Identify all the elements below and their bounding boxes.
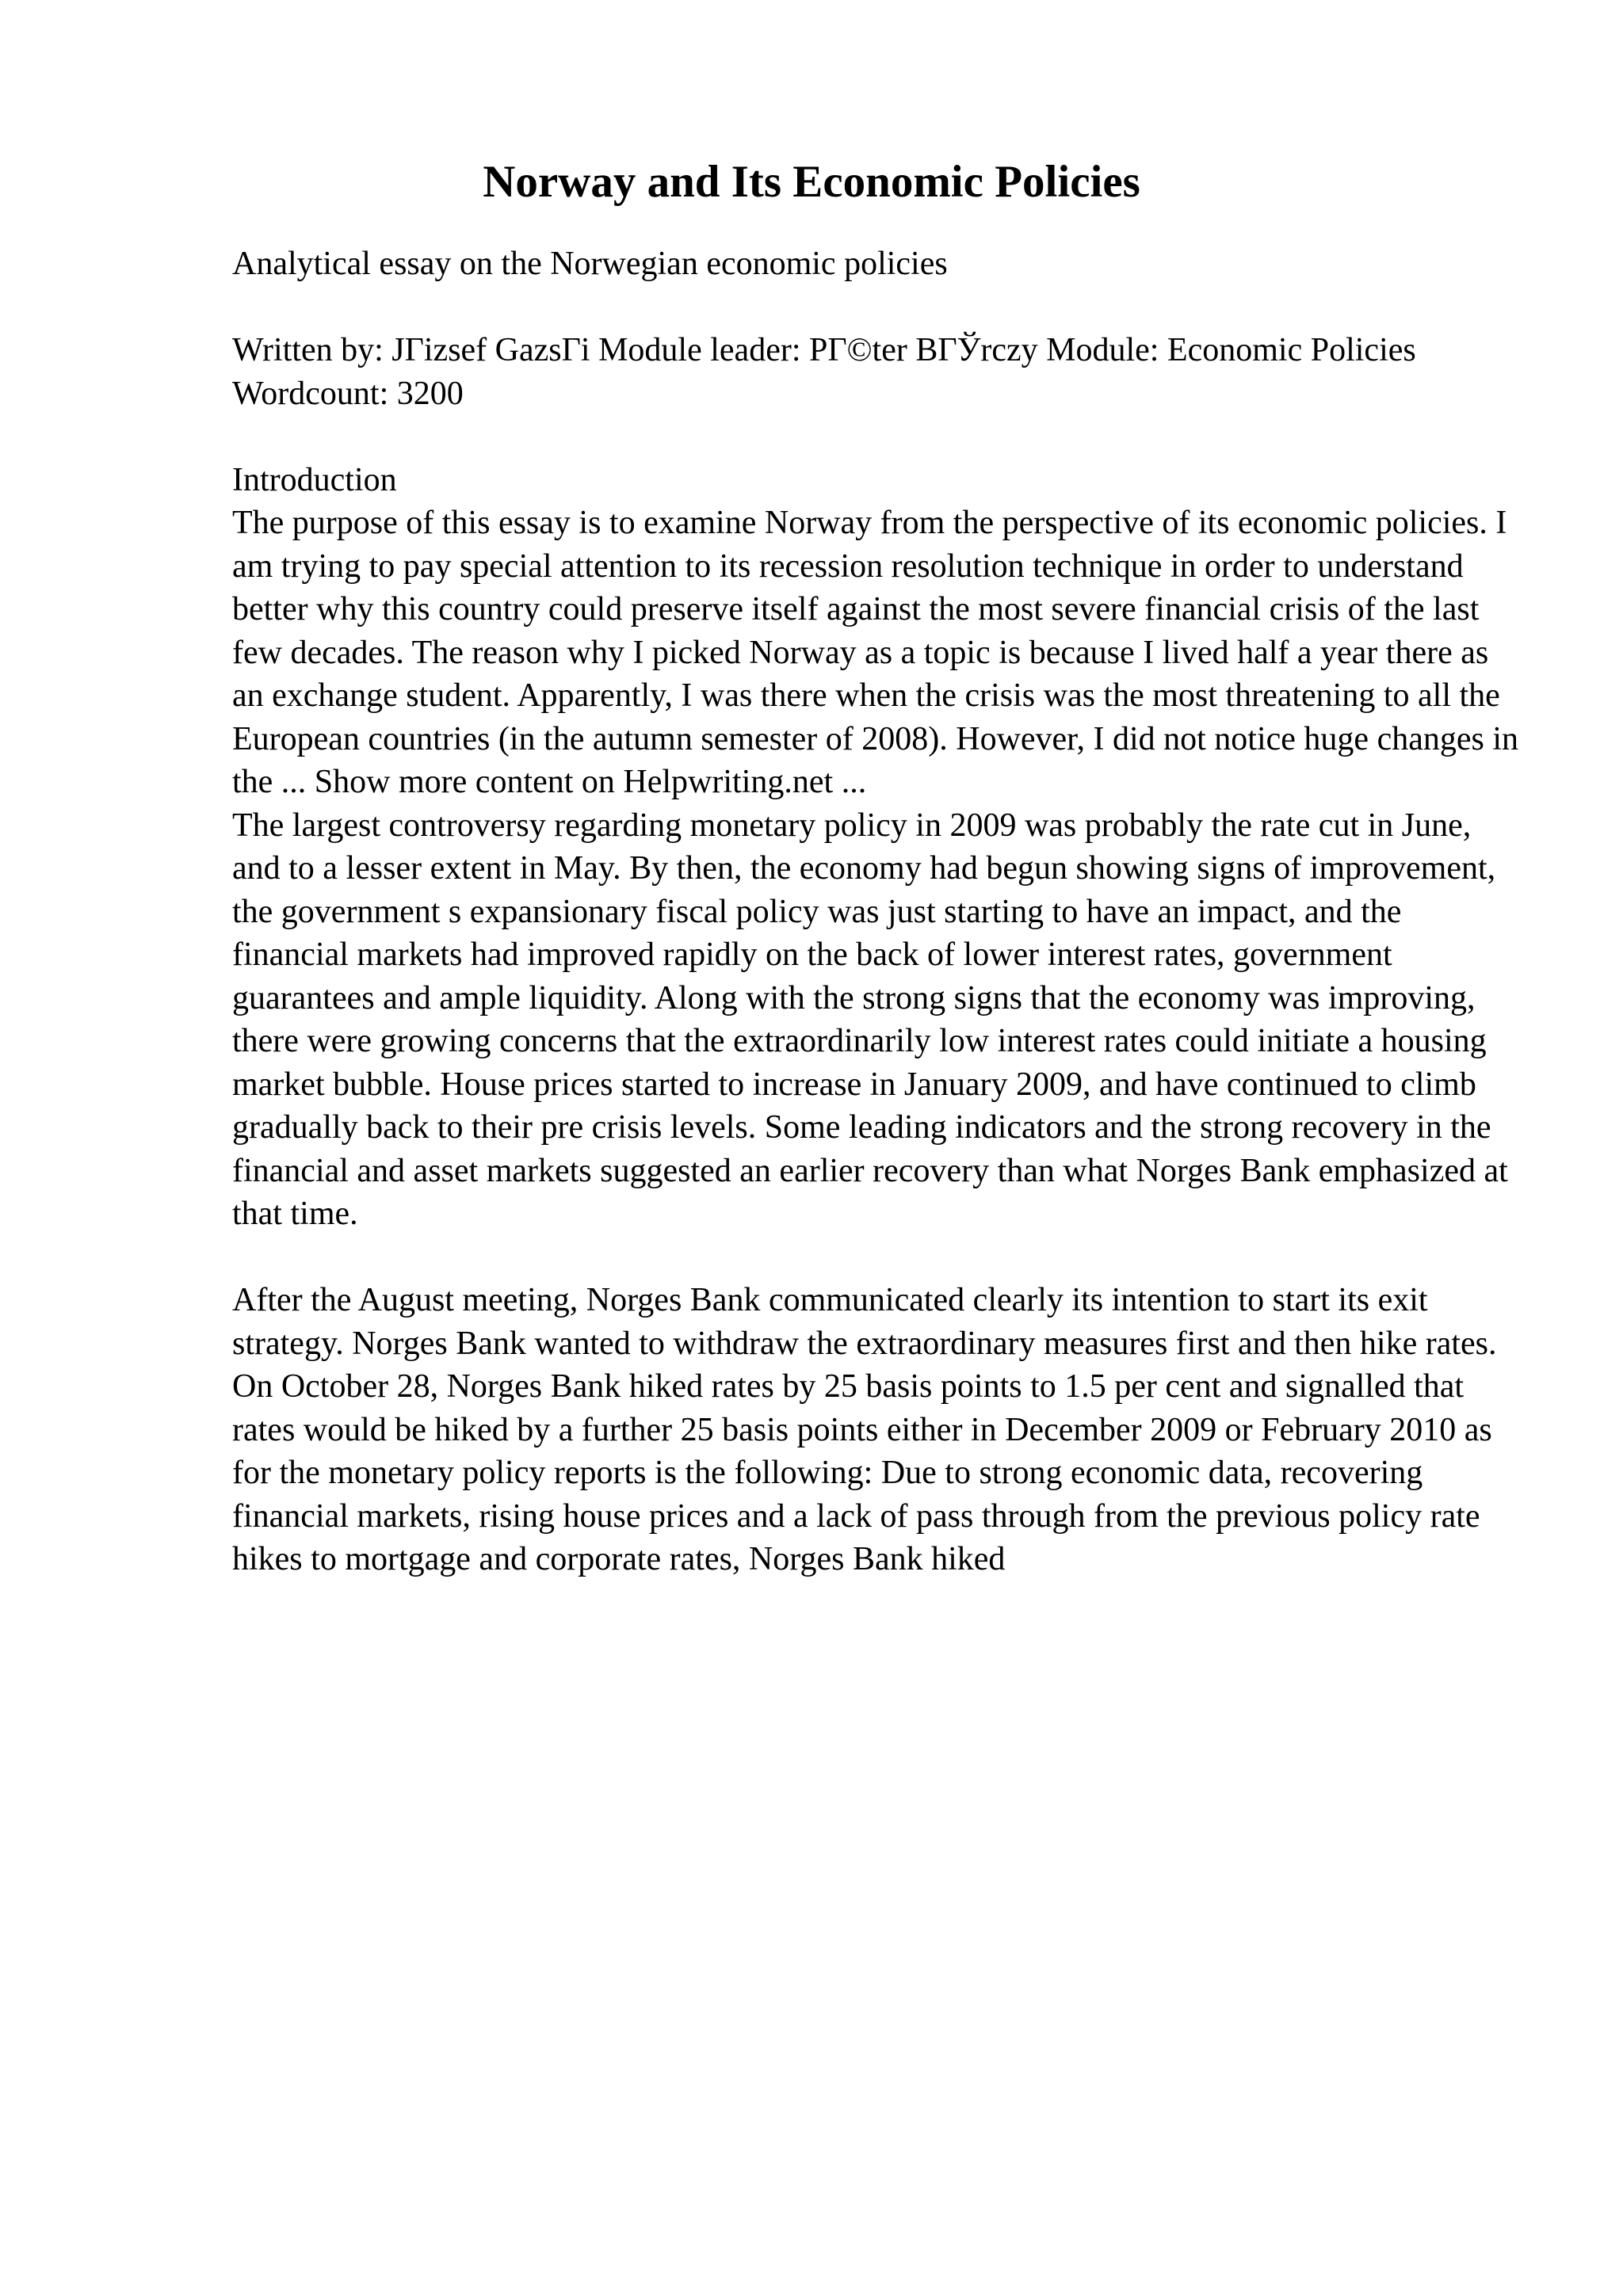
- spacer: [232, 1236, 1520, 1280]
- byline: Written by: JГіzsef GazsГі Module leader: PГ©ter BГЎrczy Module: Economic Policies Wordcount: 3200: [232, 332, 1416, 412]
- paragraph-3: After the August meeting, Norges Bank communicated clearly its intention to start its exit strategy. Norges Bank wanted to withdraw the extraordinary measures first and then hike rates. On October 28, Norges Bank hiked rates by 25 basis points to 1.5 per cent and signalled that rates would be hiked by a further 25 basis points either in December 2009 or February 2010 as for the monetary policy reports is the following: Due to strong economic data, recovering financial markets, rising house prices and a lack of pass through from the previous policy rate hikes to mortgage and corporate rates, Norges Bank hiked: [232, 1282, 1497, 1577]
- document-body: [232, 242, 1520, 1581]
- paragraph-2: The largest controversy regarding monetary policy in 2009 was probably the rate cut in June, and to a lesser extent in May. By then, the economy had begun showing signs of improvement, the government s expansionary fiscal policy was just starting to have an impact, and the financial markets had improved rapidly on the back of lower interest rates, government guarantees and ample liquidity. Along with the strong signs that the economy was improving, there were growing concerns that the extraordinarily low interest rates could initiate a housing market bubble. House prices started to increase in January 2009, and have continued to climb gradually back to their pre crisis levels. Some leading indicators and the strong recovery in the financial and asset markets suggested an earlier recovery than what Norges Bank emphasized at that time.: [232, 807, 1508, 1232]
- spacer: [232, 415, 1520, 459]
- document-title: Norway and Its Economic Policies: [483, 157, 1140, 207]
- document-subtitle: Analytical essay on the Norwegian economic policies: [232, 246, 948, 282]
- intro-heading: Introduction: [232, 461, 397, 498]
- paragraph-1: The purpose of this essay is to examine Norway from the perspective of its economic policies. I am trying to pay special attention to its recession resolution technique in order to understand better why this country could preserve itself against the most severe financial crisis of the last few decades. The reason why I picked Norway as a topic is because I lived half a year there as an exchange student. Apparently, I was there when the crisis was the most threatening to all the European countries (in the autumn semester of 2008). However, I did not notice huge changes in the ... Show more content on Helpwriting.net ...: [232, 505, 1519, 800]
- spacer: [232, 286, 1520, 330]
